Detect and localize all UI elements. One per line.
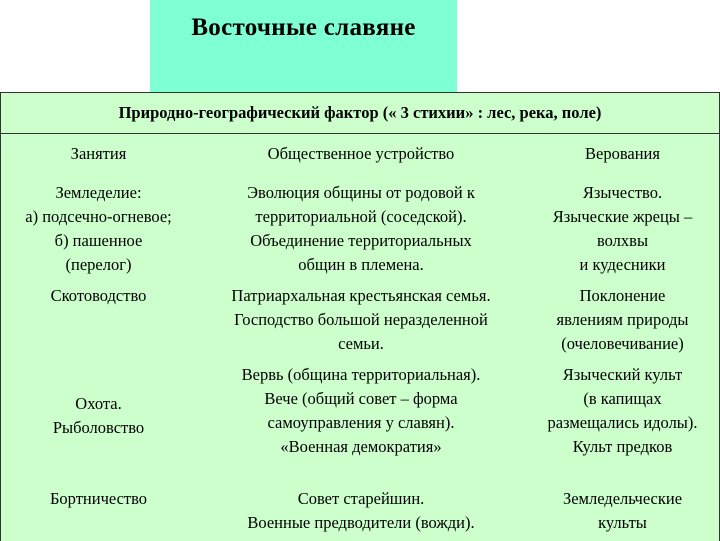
header-occupation: Занятия [70,144,127,163]
page-title: Восточные славяне [191,14,416,41]
row-3-beliefs: Языческий культ (в капищах размещались идолы). Культ предков [547,365,698,456]
row-3-society: Вервь (община территориальная). Вече (общий совет – форма самоуправления у славян). «Военная демократия» [241,365,481,456]
row-4-occupation: Бортничество [49,489,148,508]
factor-header: Природно-географический фактор (« 3 стихии» : лес, река, поле) [118,103,602,122]
row-1-society: Эволюция общины от родовой к территориальной (соседской). Объединение территориальных общин в племена. [247,183,475,274]
title-box [150,0,457,92]
row-3-occupation: Охота. Рыболовство [52,394,145,437]
row-2-occupation: Скотоводство [50,286,147,305]
row-4-beliefs: Земледельческие культы [562,489,683,532]
row-2-beliefs: Поклонение явлениям природы (очеловечивание) [556,286,689,353]
slavs-table [0,92,720,541]
header-society: Общественное устройство [267,144,455,163]
row-2-society: Патриархальная крестьянская семья. Господство большой неразделенной семьи. [231,286,491,353]
row-1-beliefs: Язычество. Языческие жрецы – волхвы и кудесники [552,183,693,274]
header-beliefs: Верования [585,144,660,163]
row-1-occupation: Земледелие: а) подсечно-огневое; б) пашенное (перелог) [25,183,172,274]
row-4-society: Совет старейшин. Военные предводители (вожди). [247,489,475,532]
